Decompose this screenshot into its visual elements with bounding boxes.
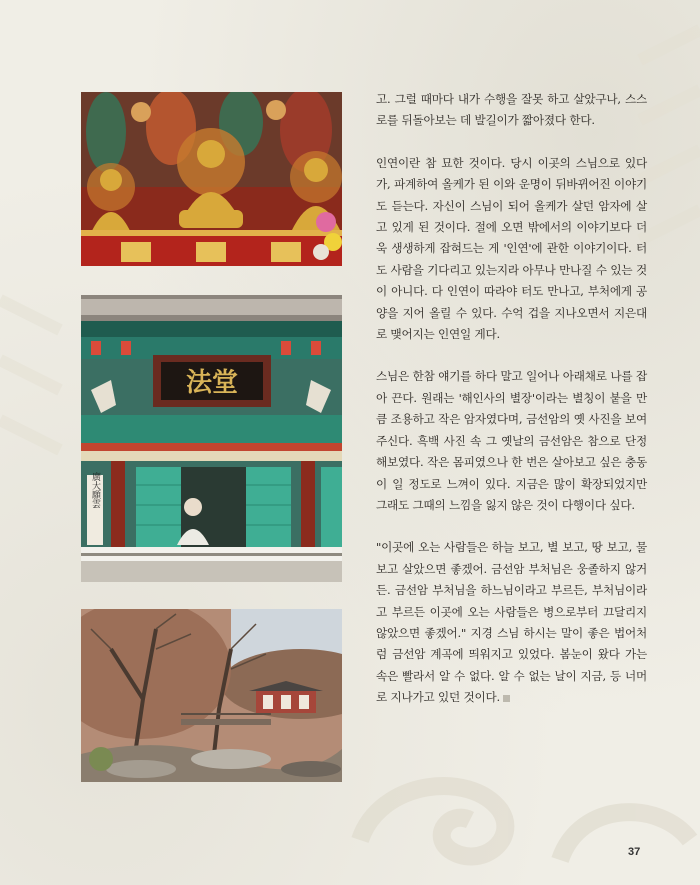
paragraph-4-text: "이곳에 오는 사람들은 하늘 보고, 별 보고, 땅 보고, 물 보고 살았으면 좋겠어. 금선암 부처님은 웅졸하지 않거든. 금선암 부처님을 하느님이라고 부르든, 부처님이라고 부르든 이곳에 오는 사람들은 병으로부터 끄달리지 않았으면 좋겠어." 지경 스님 하시는 말이 좋은 법어처럼 금선암 계곡에 띄워지고 있었다. 봄눈이 왔다 가는 속은 빨라서 알 수 없다. 알 수 없는 날이 지금, 등 너머로 지나가고 있던 것이다. [376, 540, 647, 705]
paragraph-1: 고. 그럴 때마다 내가 수행을 잘못 하고 살았구나, 스스로를 뒤돌아보는 데 발길이가 짧아졌다 한다. [376, 92, 647, 128]
article-text-column [376, 89, 647, 730]
page-number: 37 [628, 846, 641, 858]
buddha-statues-photo [81, 92, 342, 266]
paragraph-4 [376, 537, 647, 708]
paragraph-2: 인연이란 참 묘한 것이다. 당시 이곳의 스님으로 있다가, 파계하여 올케가 된 이와 운명이 뒤바뀌어진 이야기도 듣는다. 자신이 스님이 되어 올케가 살던 암자에 살고 있게 된 것이다. 절에 오면 밖에서의 이야기보다 더욱 생생하게 잡혀드는 게 '인연'에 관한 이야기이다. 터도 사람을 기다리고 있는지라 아무나 만나질 수 있는 것이 아니다. 다 인연이 따라야 터도 만나고, 부처에게 공양을 지어 올릴 수 있다. 수억 겁을 지나오면서 지은대로 맺어지는 인연일 게다. [376, 155, 647, 342]
signboard-text: 法堂 [185, 368, 239, 398]
valley-landscape-photo [81, 609, 342, 782]
end-of-article-mark [503, 695, 510, 702]
paragraph-3: 스님은 한참 얘기를 하다 말고 일어나 아래채로 나를 잡아 끈다. 원래는 '해인사의 별장'이라는 별칭이 붙을 만큼 조용하고 작은 암자였다며, 금선암의 옛 사진을 보여주신다. 흑백 사진 속 그 옛날의 금선암은 참으로 단정해보였다. 작은 몸피였으나 한 번은 살아보고 싶은 충동이 일 정도로 느껴이 있다. 지금은 많이 확장되었지만 그래도 그때의 느낌을 잃지 않은 것이 다행이다 싶다. [376, 369, 647, 512]
beopdang-hall-photo [81, 295, 342, 582]
side-panel-text: 廣大願雲 [90, 472, 100, 508]
